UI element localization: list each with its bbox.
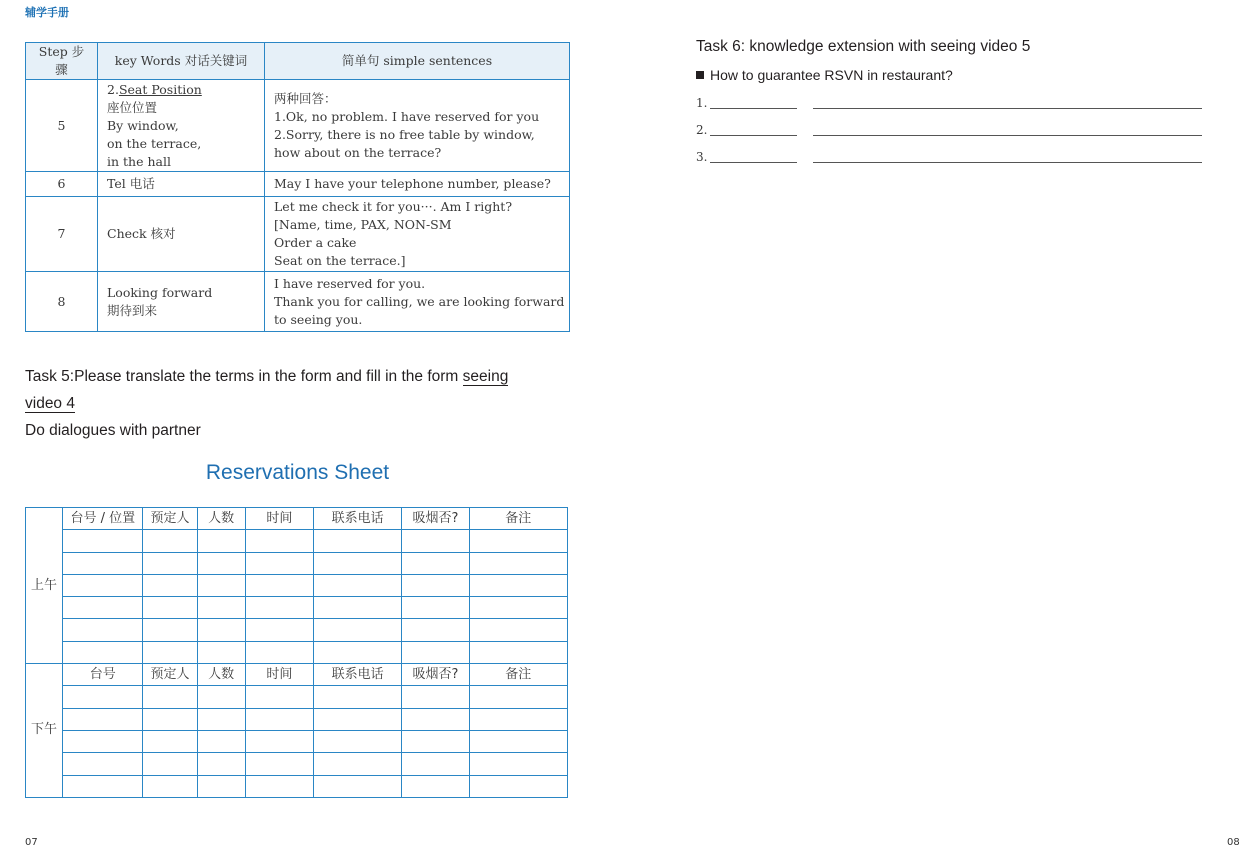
- blank-cell[interactable]: [197, 641, 245, 663]
- blank-cell[interactable]: [314, 753, 402, 775]
- blank-cell[interactable]: [314, 730, 402, 752]
- blank-cell[interactable]: [469, 641, 567, 663]
- blank-cell[interactable]: [143, 574, 197, 596]
- kw-line: By window,: [107, 117, 179, 133]
- blank-cell[interactable]: [143, 619, 197, 641]
- blank-cell[interactable]: [402, 753, 469, 775]
- blank-cell[interactable]: [245, 530, 313, 552]
- sentence-line: Thank you for calling, we are looking forward: [274, 293, 565, 309]
- sentence-line: Order a cake: [274, 235, 357, 250]
- sentence-line: Let me check it for you···. Am I right?: [274, 199, 513, 214]
- blank-cell[interactable]: [143, 597, 197, 619]
- sentence-line: 1.Ok, no problem. I have reserved for you: [274, 108, 540, 124]
- blank-cell[interactable]: [197, 552, 245, 574]
- blank-cell[interactable]: [63, 753, 143, 775]
- blank-cell[interactable]: [245, 597, 313, 619]
- blank-cell[interactable]: [63, 775, 143, 797]
- blank-cell[interactable]: [245, 686, 313, 708]
- blank-cell[interactable]: [402, 641, 469, 663]
- blank-cell[interactable]: [469, 730, 567, 752]
- answer-blank-long[interactable]: [813, 162, 1202, 163]
- blank-cell[interactable]: [469, 753, 567, 775]
- am-blank-row: [26, 619, 568, 641]
- sheet-column-header: 时间: [245, 664, 313, 686]
- sentence-line: May I have your telephone number, please?: [274, 176, 551, 191]
- sentence-line: 两种回答：: [274, 90, 337, 106]
- blank-cell[interactable]: [469, 686, 567, 708]
- blank-cell[interactable]: [197, 619, 245, 641]
- am-blank-row: [26, 574, 568, 596]
- blank-cell[interactable]: [314, 641, 402, 663]
- blank-cell[interactable]: [197, 730, 245, 752]
- task5-text: Task 5:Please translate the terms in the form and fill in the form: [25, 368, 463, 385]
- table-row: [26, 272, 570, 332]
- kw-line: Looking forward: [107, 284, 213, 300]
- kw-line: Check 核对: [107, 226, 176, 241]
- answer-number: 1.: [696, 96, 708, 110]
- am-header-row: [26, 508, 568, 530]
- am-blank-row: [26, 552, 568, 574]
- blank-cell[interactable]: [402, 730, 469, 752]
- blank-cell[interactable]: [245, 775, 313, 797]
- step-number: 6: [26, 172, 98, 197]
- blank-cell[interactable]: [402, 686, 469, 708]
- key-words-cell: [98, 80, 265, 172]
- blank-cell[interactable]: [63, 708, 143, 730]
- blank-cell[interactable]: [245, 574, 313, 596]
- blank-cell[interactable]: [245, 753, 313, 775]
- sheet-column-header: 台号: [63, 664, 143, 686]
- blank-cell[interactable]: [402, 552, 469, 574]
- kw-prefix: 2.: [107, 81, 119, 97]
- blank-cell[interactable]: [314, 574, 402, 596]
- pm-blank-row: [26, 775, 568, 797]
- blank-cell[interactable]: [245, 641, 313, 663]
- kw-underlined-term: Seat Position: [118, 81, 202, 97]
- blank-cell[interactable]: [245, 730, 313, 752]
- blank-cell[interactable]: [314, 530, 402, 552]
- kw-line: Tel 电话: [107, 176, 155, 191]
- sheet-column-header: 时间: [245, 508, 313, 530]
- sentences-cell: [265, 272, 570, 332]
- sentences-cell: [265, 172, 570, 197]
- key-words-cell: [98, 172, 265, 197]
- handbook-header-tag: 辅学手册: [25, 6, 69, 19]
- key-words-cell: [98, 272, 265, 332]
- blank-cell[interactable]: [63, 730, 143, 752]
- sentence-line: I have reserved for you.: [274, 275, 426, 291]
- sentences-cell: [265, 80, 570, 172]
- blank-cell[interactable]: [63, 619, 143, 641]
- blank-cell[interactable]: [143, 552, 197, 574]
- sentence-line: Seat on the terrace.]: [274, 253, 406, 268]
- pm-blank-row: [26, 686, 568, 708]
- answer-blank-short[interactable]: [710, 135, 797, 136]
- morning-label: 上午: [26, 508, 63, 664]
- blank-cell[interactable]: [63, 574, 143, 596]
- blank-cell[interactable]: [197, 708, 245, 730]
- task5-underlined-video: video 4: [25, 395, 75, 412]
- task6-title: Task 6: knowledge extension with seeing video 5: [696, 38, 1031, 55]
- table-row: [26, 80, 570, 172]
- column-header-step: Step 步骤: [26, 43, 98, 80]
- task5-line3: Do dialogues with partner: [25, 422, 201, 439]
- kw-line: on the terrace,: [107, 135, 202, 151]
- task5-line1: [25, 363, 570, 390]
- sheet-column-header: 人数: [197, 508, 245, 530]
- task6-question-text: How to guarantee RSVN in restaurant?: [710, 67, 953, 83]
- task5-underlined-seeing: seeing: [462, 368, 509, 385]
- blank-cell[interactable]: [197, 574, 245, 596]
- sheet-column-header: 备注: [469, 664, 567, 686]
- kw-line: in the hall: [107, 153, 171, 169]
- step-number: 7: [26, 197, 98, 272]
- answer-blank-short[interactable]: [710, 108, 797, 109]
- blank-cell[interactable]: [314, 619, 402, 641]
- blank-cell[interactable]: [469, 708, 567, 730]
- blank-cell[interactable]: [197, 597, 245, 619]
- sheet-column-header: 联系电话: [314, 664, 402, 686]
- table-row: [26, 172, 570, 197]
- answer-blank-long[interactable]: [813, 135, 1202, 136]
- blank-cell[interactable]: [63, 552, 143, 574]
- blank-cell[interactable]: [402, 574, 469, 596]
- answer-number: 3.: [696, 150, 708, 164]
- blank-cell[interactable]: [469, 574, 567, 596]
- blank-cell[interactable]: [469, 552, 567, 574]
- column-header-key-words: key Words 对话关键词: [98, 43, 265, 80]
- step-number: 8: [26, 272, 98, 332]
- blank-cell[interactable]: [63, 530, 143, 552]
- blank-cell[interactable]: [402, 619, 469, 641]
- blank-cell[interactable]: [197, 530, 245, 552]
- sheet-column-header: 人数: [197, 664, 245, 686]
- blank-cell[interactable]: [143, 775, 197, 797]
- blank-cell[interactable]: [402, 597, 469, 619]
- blank-cell[interactable]: [402, 708, 469, 730]
- task5-instructions: [25, 363, 570, 444]
- am-blank-row: [26, 641, 568, 663]
- answer-blank-long[interactable]: [813, 108, 1202, 109]
- blank-cell[interactable]: [143, 753, 197, 775]
- table-header-row: [26, 43, 570, 80]
- sheet-column-header: 台号 / 位置: [63, 508, 143, 530]
- blank-cell[interactable]: [197, 753, 245, 775]
- blank-cell[interactable]: [63, 641, 143, 663]
- sheet-column-header: 吸烟否?: [402, 664, 469, 686]
- blank-cell[interactable]: [63, 686, 143, 708]
- blank-cell[interactable]: [314, 686, 402, 708]
- sheet-column-header: 预定人: [143, 664, 197, 686]
- dialogue-steps-table: [25, 42, 570, 332]
- kw-line: 期待到来: [107, 302, 158, 318]
- sheet-column-header: 联系电话: [314, 508, 402, 530]
- sentence-line: [Name, time, PAX, NON-SM: [274, 217, 452, 232]
- page-number-right: 08: [1227, 837, 1240, 848]
- blank-cell[interactable]: [143, 530, 197, 552]
- blank-cell[interactable]: [469, 530, 567, 552]
- sentence-line: to seeing you.: [274, 311, 363, 327]
- blank-cell[interactable]: [245, 708, 313, 730]
- blank-cell[interactable]: [469, 619, 567, 641]
- reservations-sheet-title: Reservations Sheet: [205, 461, 390, 484]
- table-row: [26, 197, 570, 272]
- key-words-cell: [98, 197, 265, 272]
- blank-cell[interactable]: [143, 641, 197, 663]
- blank-cell[interactable]: [143, 730, 197, 752]
- sheet-column-header: 备注: [469, 508, 567, 530]
- sentences-cell: [265, 197, 570, 272]
- pm-blank-row: [26, 708, 568, 730]
- blank-cell[interactable]: [314, 708, 402, 730]
- sheet-column-header: 吸烟否?: [402, 508, 469, 530]
- task6-question: [696, 67, 953, 83]
- blank-cell[interactable]: [314, 775, 402, 797]
- blank-cell[interactable]: [402, 775, 469, 797]
- blank-cell[interactable]: [143, 708, 197, 730]
- blank-cell[interactable]: [469, 597, 567, 619]
- column-header-sentences: 简单句 simple sentences: [265, 43, 570, 80]
- sentence-line: 2.Sorry, there is no free table by window,: [274, 126, 535, 142]
- square-bullet-icon: [696, 71, 704, 79]
- blank-cell[interactable]: [245, 619, 313, 641]
- blank-cell[interactable]: [402, 530, 469, 552]
- blank-cell[interactable]: [314, 552, 402, 574]
- kw-line: 座位位置: [107, 99, 158, 115]
- answer-blank-short[interactable]: [710, 162, 797, 163]
- step-number: 5: [26, 80, 98, 172]
- pm-blank-row: [26, 730, 568, 752]
- blank-cell[interactable]: [143, 686, 197, 708]
- page-number-left: 07: [25, 837, 38, 848]
- blank-cell[interactable]: [197, 686, 245, 708]
- sentence-line: how about on the terrace?: [274, 144, 442, 160]
- sheet-column-header: 预定人: [143, 508, 197, 530]
- blank-cell[interactable]: [314, 597, 402, 619]
- pm-blank-row: [26, 753, 568, 775]
- blank-cell[interactable]: [63, 597, 143, 619]
- blank-cell[interactable]: [245, 552, 313, 574]
- answer-number: 2.: [696, 123, 708, 137]
- task5-line2: [25, 390, 570, 417]
- pm-header-row: [26, 664, 568, 686]
- am-blank-row: [26, 597, 568, 619]
- reservations-sheet-table: [25, 507, 568, 798]
- blank-cell[interactable]: [469, 775, 567, 797]
- am-blank-row: [26, 530, 568, 552]
- blank-cell[interactable]: [197, 775, 245, 797]
- afternoon-label: 下午: [26, 664, 63, 798]
